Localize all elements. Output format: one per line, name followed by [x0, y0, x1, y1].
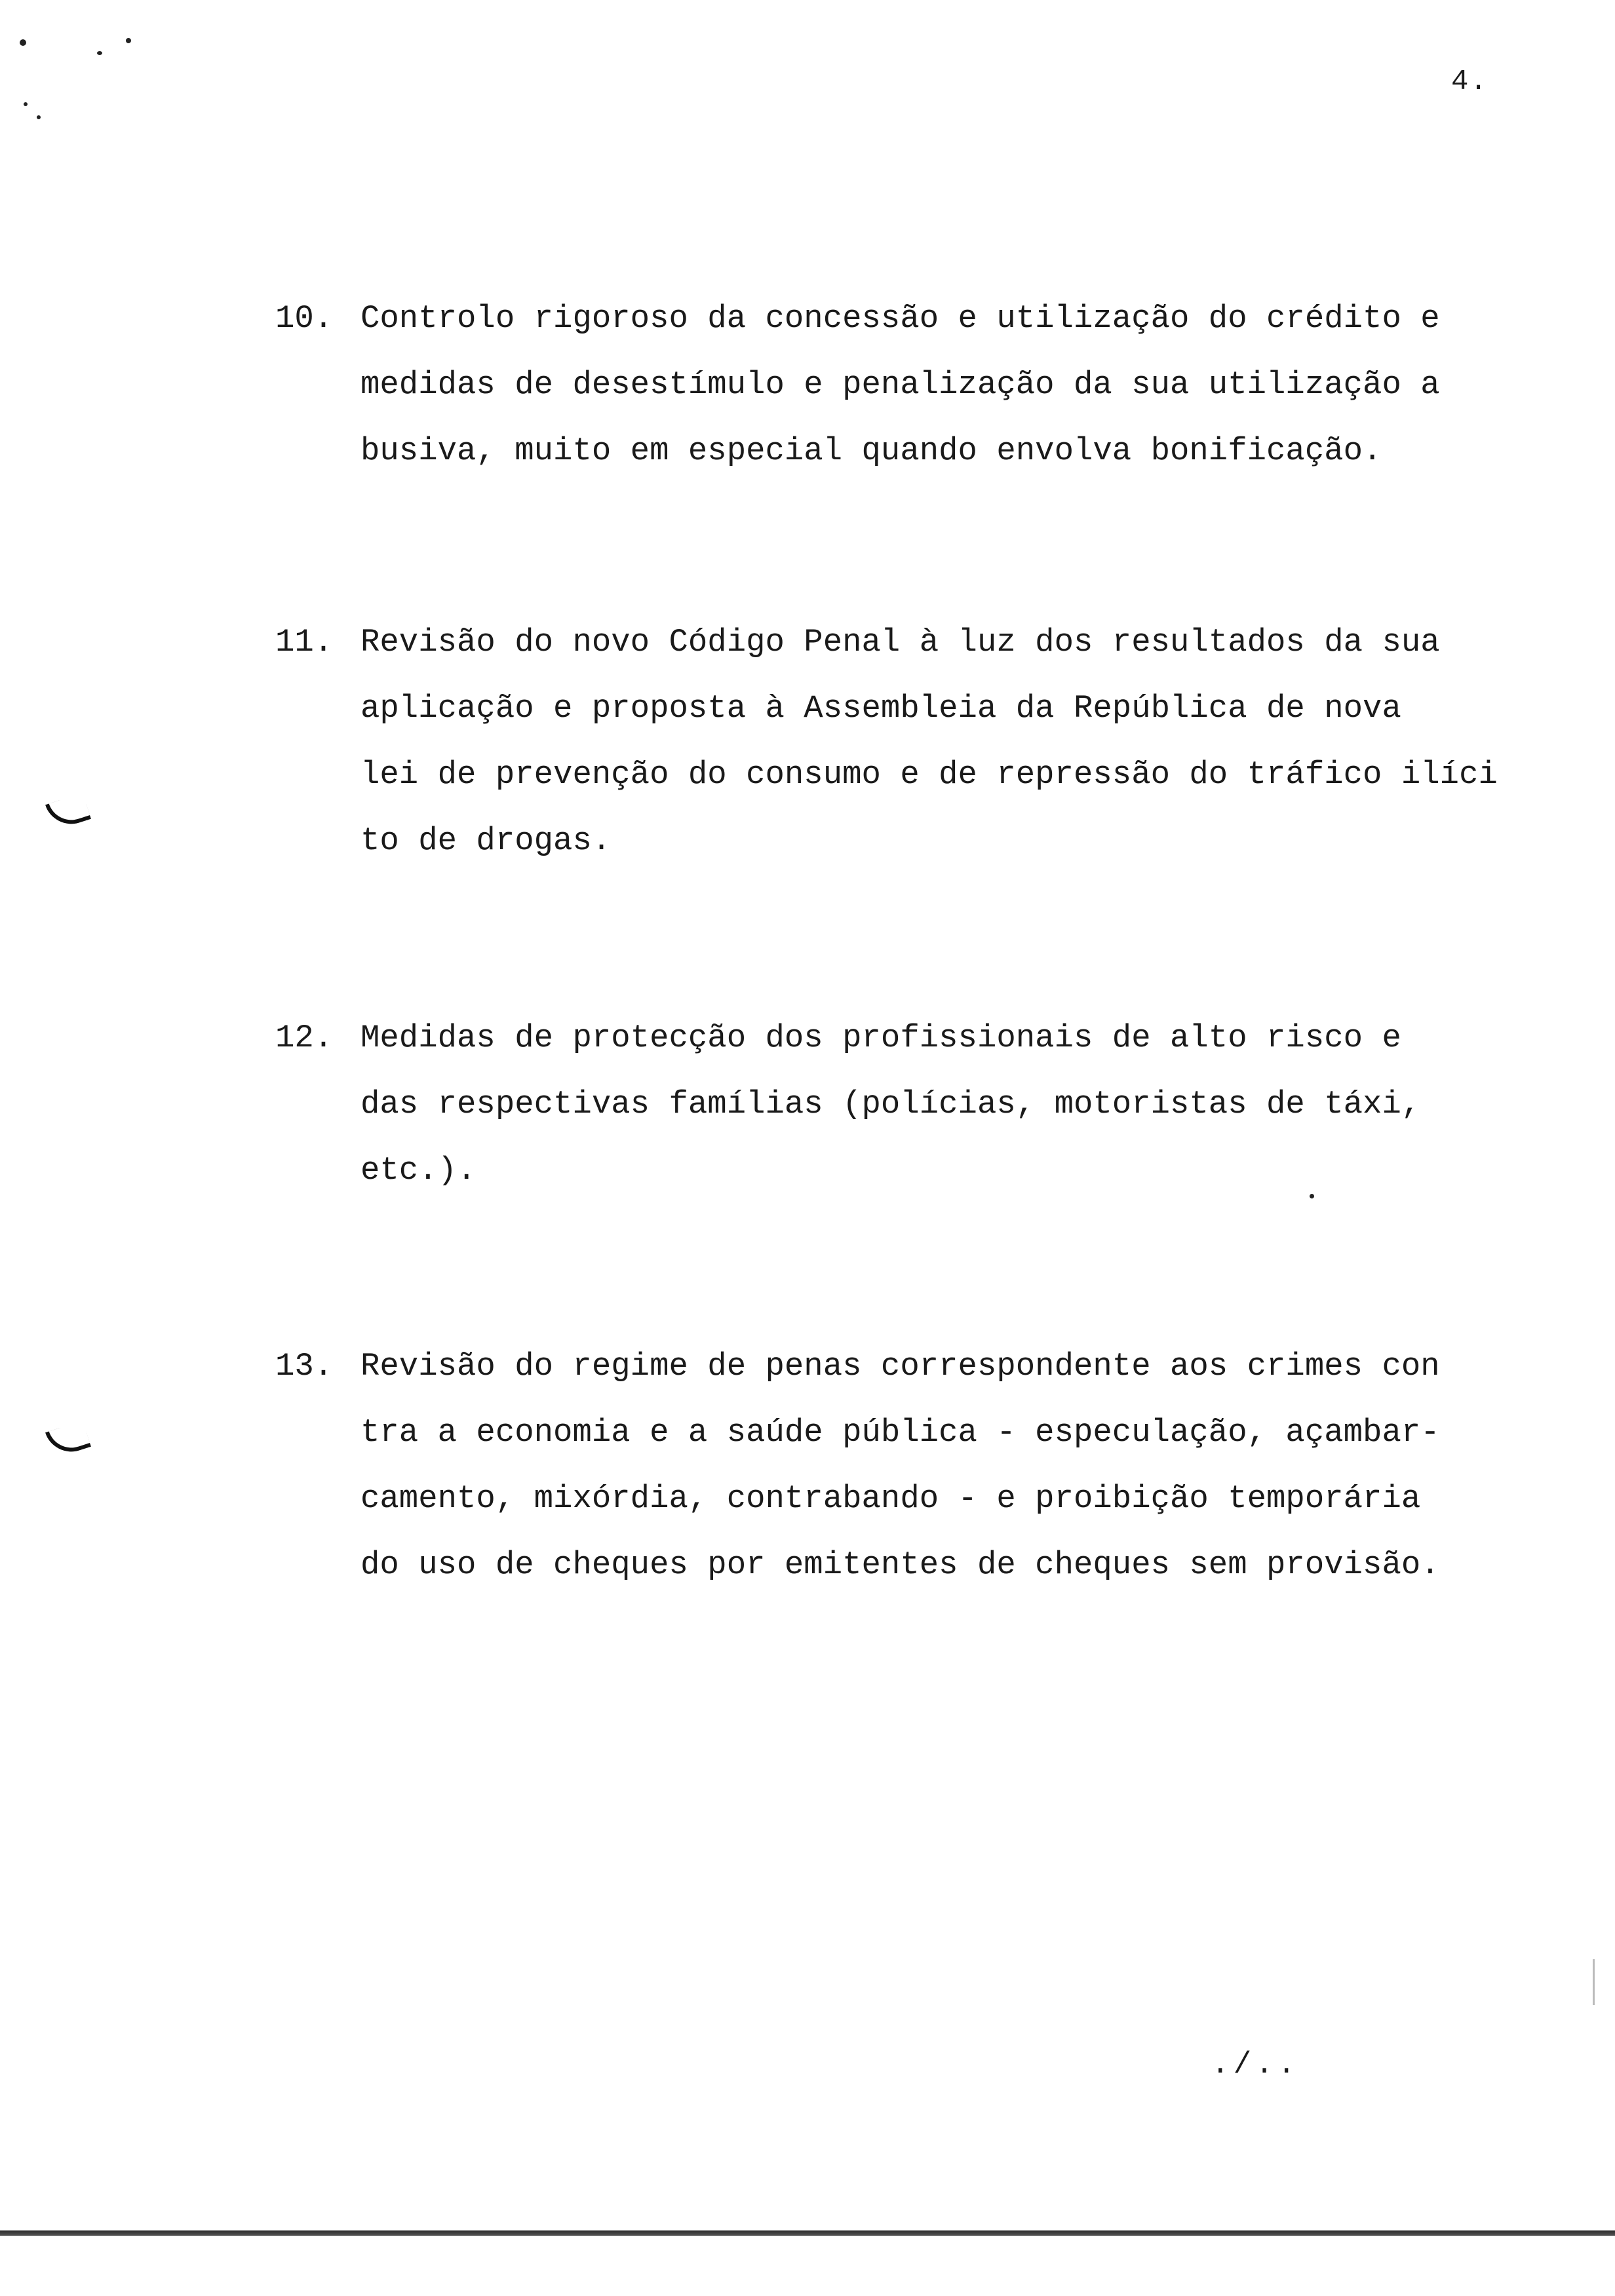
scan-speck — [126, 38, 131, 43]
bottom-rule — [0, 2230, 1615, 2236]
list-item-11 — [275, 609, 1498, 874]
item-text-line: Medidas de protecção dos profissionais de alto risco e — [360, 1020, 1401, 1056]
item-number: 13. — [275, 1348, 334, 1385]
scan-speck — [1310, 1194, 1314, 1198]
item-text-line: Revisão do regime de penas correspondente aos crimes con — [360, 1348, 1440, 1385]
list-item-10 — [275, 286, 1481, 484]
item-number: 10. — [275, 300, 334, 337]
item-text-line: to de drogas. — [360, 822, 612, 859]
list-item-13 — [275, 1333, 1481, 1598]
item-text-line: Controlo rigoroso da concessão e utilização do crédito e — [360, 300, 1440, 337]
item-number: 12. — [275, 1020, 334, 1056]
item-text-line: camento, mixórdia, contrabando - e proibição temporária — [360, 1480, 1421, 1517]
scan-speck — [37, 115, 41, 119]
item-text-line: Revisão do novo Código Penal à luz dos resultados da sua — [360, 624, 1440, 660]
scan-speck — [24, 102, 28, 106]
item-text-line: etc.). — [360, 1152, 477, 1189]
margin-check-mark — [45, 1421, 91, 1459]
item-text-line: medidas de desestímulo e penalização da sua utilização a — [360, 366, 1440, 403]
page-number: 4. — [1451, 66, 1489, 98]
item-number: 11. — [275, 624, 334, 660]
scan-edge-line — [1593, 1959, 1595, 2005]
item-text-line: busiva, muito em especial quando envolva bonificação. — [360, 432, 1382, 469]
item-text-line: das respectivas famílias (polícias, motoristas de táxi, — [360, 1086, 1421, 1122]
continuation-mark: ./.. — [1211, 2048, 1300, 2082]
list-item-12 — [275, 1005, 1481, 1204]
item-text-line: aplicação e proposta à Assembleia da República de nova — [360, 690, 1401, 727]
item-text-line: lei de prevenção do consumo e de repressão do tráfico ilíci — [360, 756, 1498, 793]
margin-check-mark — [45, 793, 91, 831]
scan-speck — [97, 51, 102, 55]
item-text-line: tra a economia e a saúde pública - especulação, açambar- — [360, 1414, 1440, 1451]
item-text-line: do uso de cheques por emitentes de cheques sem provisão. — [360, 1546, 1440, 1583]
scan-speck — [20, 39, 26, 46]
